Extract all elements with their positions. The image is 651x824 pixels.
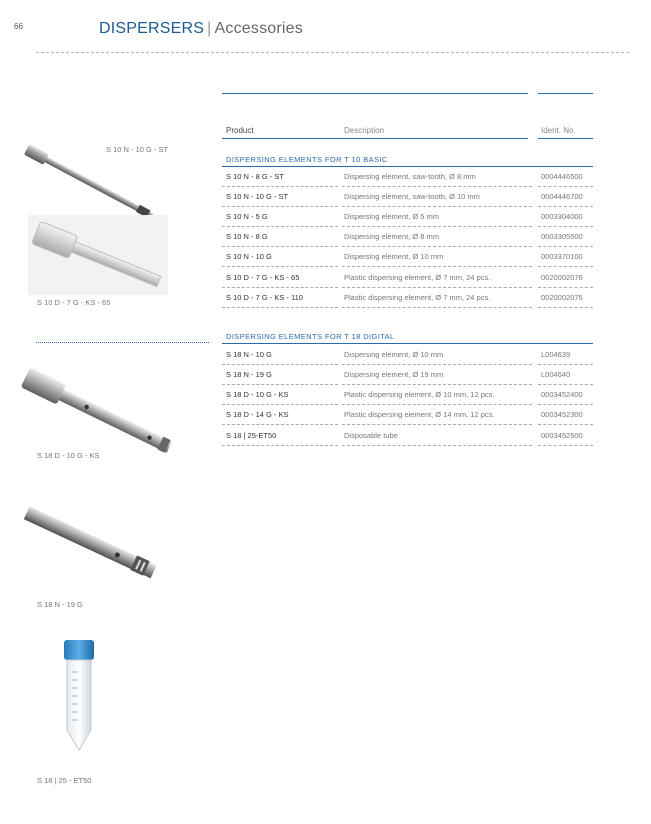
row-divider bbox=[538, 246, 593, 247]
row-ident: 0004446700 bbox=[541, 192, 583, 201]
page-title-sub: Accessories bbox=[214, 20, 303, 37]
row-ident: 0020002076 bbox=[541, 273, 583, 282]
row-ident: 0020002075 bbox=[541, 293, 583, 302]
row-divider bbox=[538, 186, 593, 187]
row-description: Plastic dispersing element, Ø 14 mm, 12 pcs. bbox=[344, 410, 495, 419]
row-divider bbox=[222, 307, 338, 308]
row-divider bbox=[342, 186, 532, 187]
row-ident: 0003452300 bbox=[541, 410, 583, 419]
row-product: S 18 | 25-ET50 bbox=[226, 431, 277, 440]
row-divider bbox=[538, 384, 593, 385]
row-description: Disposable tube bbox=[344, 431, 398, 440]
row-description: Dispersing element, saw-tooth, Ø 8 mm bbox=[344, 172, 476, 181]
row-product: S 10 N - 10 G - ST bbox=[226, 192, 289, 201]
section-rule bbox=[222, 166, 593, 167]
page-title-separator: | bbox=[207, 20, 212, 37]
row-divider bbox=[342, 246, 532, 247]
row-ident: 0003452500 bbox=[541, 431, 583, 440]
row-divider bbox=[342, 404, 532, 405]
row-divider bbox=[538, 287, 593, 288]
row-product: S 10 N - 10 G bbox=[226, 252, 272, 261]
row-description: Dispersing element, Ø 19 mm bbox=[344, 370, 444, 379]
row-description: Plastic dispersing element, Ø 7 mm, 24 pcs. bbox=[344, 273, 491, 282]
caption-s18d-10g-ks: S 18 D - 10 G - KS bbox=[37, 451, 100, 460]
row-description: Plastic dispersing element, Ø 10 mm, 12 pcs. bbox=[344, 390, 495, 399]
row-product: S 18 D - 10 G - KS bbox=[226, 390, 289, 399]
row-product: S 10 N - 8 G bbox=[226, 232, 268, 241]
header-divider bbox=[36, 52, 629, 53]
row-divider bbox=[538, 266, 593, 267]
header-rule-ident bbox=[538, 138, 593, 139]
row-product: S 18 N - 19 G bbox=[226, 370, 272, 379]
row-divider bbox=[342, 287, 532, 288]
row-product: S 10 D - 7 G - KS - 110 bbox=[226, 293, 303, 302]
row-ident: 0003370100 bbox=[541, 252, 583, 261]
caption-disposable-tube: S 18 | 25 - ET50 bbox=[37, 776, 92, 785]
row-divider bbox=[538, 404, 593, 405]
table-top-rule bbox=[222, 93, 528, 94]
row-ident: 0003305500 bbox=[541, 232, 583, 241]
row-ident: L004639 bbox=[541, 350, 571, 359]
section-title-t18-digital: DISPERSING ELEMENTS FOR T 18 DIGITAL bbox=[226, 332, 395, 341]
row-divider bbox=[222, 287, 338, 288]
row-divider bbox=[538, 424, 593, 425]
row-description: Dispersing element, Ø 8 mm bbox=[344, 232, 440, 241]
row-divider bbox=[222, 364, 338, 365]
header-rule bbox=[222, 138, 528, 139]
row-description: Plastic dispersing element, Ø 7 mm, 24 pcs. bbox=[344, 293, 491, 302]
row-divider bbox=[342, 226, 532, 227]
disperser-s18n-19g-image bbox=[28, 500, 163, 590]
disperser-s18d-10g-ks-image bbox=[24, 368, 179, 458]
row-product: S 10 N - 5 G bbox=[226, 212, 268, 221]
row-divider bbox=[538, 364, 593, 365]
column-header-description: Description bbox=[344, 126, 385, 135]
row-divider bbox=[342, 266, 532, 267]
row-ident: 0004446500 bbox=[541, 172, 583, 181]
row-description: Dispersing element, Ø 5 mm bbox=[344, 212, 440, 221]
column-header-ident: Ident. No. bbox=[541, 126, 576, 135]
row-divider bbox=[538, 307, 593, 308]
row-divider bbox=[222, 186, 338, 187]
row-description: Dispersing element, saw-tooth, Ø 10 mm bbox=[344, 192, 480, 201]
row-divider bbox=[222, 404, 338, 405]
row-divider bbox=[342, 307, 532, 308]
row-description: Dispersing element, Ø 10 mm bbox=[344, 350, 444, 359]
row-divider bbox=[222, 384, 338, 385]
row-ident: L004640 bbox=[541, 370, 571, 379]
row-divider bbox=[538, 445, 593, 446]
disposable-tube-image bbox=[60, 638, 100, 756]
row-description: Dispersing element, Ø 10 mm bbox=[344, 252, 444, 261]
table-top-rule-ident bbox=[538, 93, 593, 94]
row-divider bbox=[342, 206, 532, 207]
row-divider bbox=[222, 226, 338, 227]
row-divider bbox=[342, 445, 532, 446]
row-product: S 18 D - 14 G - KS bbox=[226, 410, 289, 419]
caption-s10d-7g-ks-65: S 10 D - 7 G - KS - 65 bbox=[37, 298, 111, 307]
section-title-t10-basic: DISPERSING ELEMENTS FOR T 10 BASIC bbox=[226, 155, 388, 164]
section-rule bbox=[222, 343, 593, 344]
row-product: S 10 D - 7 G - KS - 65 bbox=[226, 273, 300, 282]
page-title bbox=[99, 20, 303, 38]
row-product: S 10 N - 8 G - ST bbox=[226, 172, 284, 181]
row-divider bbox=[538, 206, 593, 207]
row-divider bbox=[342, 364, 532, 365]
row-ident: 0003452400 bbox=[541, 390, 583, 399]
row-divider bbox=[222, 266, 338, 267]
row-divider bbox=[222, 424, 338, 425]
caption-s10n-10g-st: S 10 N - 10 G - ST bbox=[106, 145, 169, 154]
column-divider bbox=[36, 342, 209, 343]
row-divider bbox=[222, 445, 338, 446]
row-divider bbox=[222, 206, 338, 207]
row-divider bbox=[342, 384, 532, 385]
row-divider bbox=[222, 246, 338, 247]
row-ident: 0003304000 bbox=[541, 212, 583, 221]
caption-s18n-19g: S 18 N - 19 G bbox=[37, 600, 83, 609]
page-title-main: DISPERSERS bbox=[99, 20, 205, 37]
row-divider bbox=[342, 424, 532, 425]
column-header-product: Product bbox=[226, 126, 254, 135]
row-product: S 18 N - 10 G bbox=[226, 350, 272, 359]
disperser-s10d-7g-ks-65-image bbox=[28, 215, 168, 295]
page-number: 66 bbox=[14, 22, 23, 31]
row-divider bbox=[538, 226, 593, 227]
